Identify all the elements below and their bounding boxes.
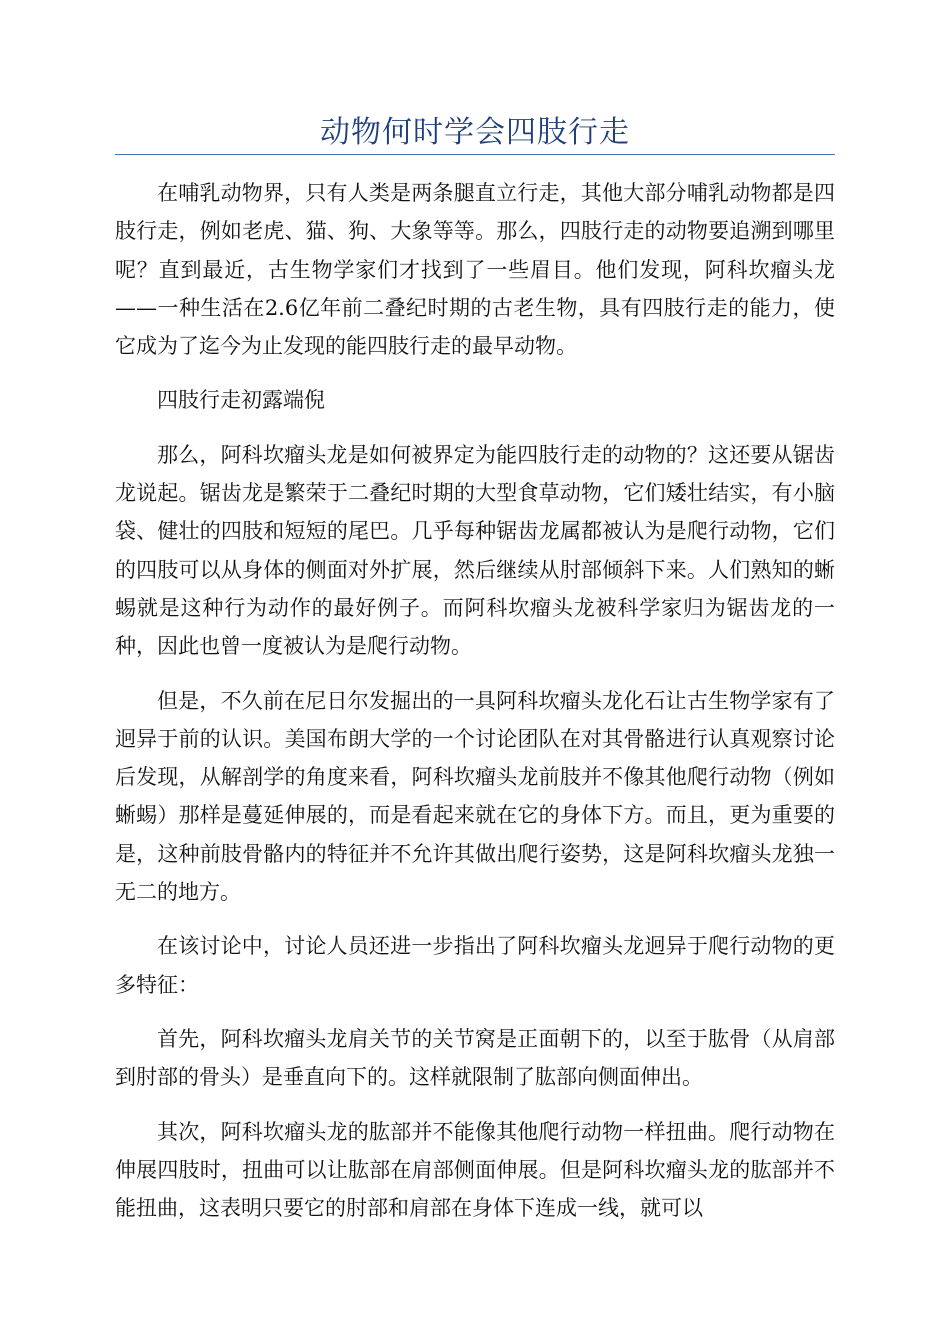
page-title: 动物何时学会四肢行走 bbox=[320, 115, 630, 150]
paragraph-second-feature: 其次，阿科坎瘤头龙的肱部并不能像其他爬行动物一样扭曲。爬行动物在伸展四肢时，扭曲可以让肱部在肩部侧面伸展。但是阿科坎瘤头龙的肱部并不能扭曲，这表明只要它的肘部和肩部在身体下连成一线，就可以 bbox=[115, 1119, 835, 1221]
paragraph-sawtooth: 那么，阿科坎瘤头龙是如何被界定为能四肢行走的动物的？这还要从锯齿龙说起。锯齿龙是繁荣于二叠纪时期的大型食草动物，它们矮壮结实，有小脑袋、健壮的四肢和短短的尾巴。几乎每种锯齿龙属都被认为是爬行动物，它们的四肢可以从身体的侧面对外扩展，然后继续从肘部倾斜下来。人们熟知的蜥蜴就是这种行为动作的最好例子。而阿科坎瘤头龙被科学家归为锯齿龙的一种，因此也曾一度被认为是爬行动物。 bbox=[115, 442, 835, 659]
paragraph-intro: 在哺乳动物界，只有人类是两条腿直立行走，其他大部分哺乳动物都是四肢行走，例如老虎、猫、狗、大象等等。那么，四肢行走的动物要追溯到哪里呢？直到最近，古生物学家们才找到了一些眉目。他们发现，阿科坎瘤头龙——一种生活在2.6亿年前二叠纪时期的古老生物，具有四肢行走的能力，使它成为了迄今为止发现的能四肢行走的最早动物。 bbox=[115, 181, 835, 359]
title-underline bbox=[115, 154, 835, 155]
document-body bbox=[115, 174, 835, 1243]
paragraph-features-intro: 在该讨论中，讨论人员还进一步指出了阿科坎瘤头龙迥异于爬行动物的更多特征： bbox=[115, 934, 835, 997]
paragraph-fossil: 但是，不久前在尼日尔发掘出的一具阿科坎瘤头龙化石让古生物学家有了迥异于前的认识。美国布朗大学的一个讨论团队在对其骨骼进行认真观察讨论后发现，从解剖学的角度来看，阿科坎瘤头龙前肢并不像其他爬行动物（例如蜥蜴）那样是蔓延伸展的，而是看起来就在它的身体下方。而且，更为重要的是，这种前肢骨骼内的特征并不允许其做出爬行姿势，这是阿科坎瘤头龙独一无二的地方。 bbox=[115, 688, 835, 905]
paragraph-first-feature: 首先，阿科坎瘤头龙肩关节的关节窝是正面朝下的，以至于肱骨（从肩部到肘部的骨头）是垂直向下的。这样就限制了肱部向侧面伸出。 bbox=[115, 1026, 835, 1090]
section-heading: 四肢行走初露端倪 bbox=[157, 388, 325, 413]
